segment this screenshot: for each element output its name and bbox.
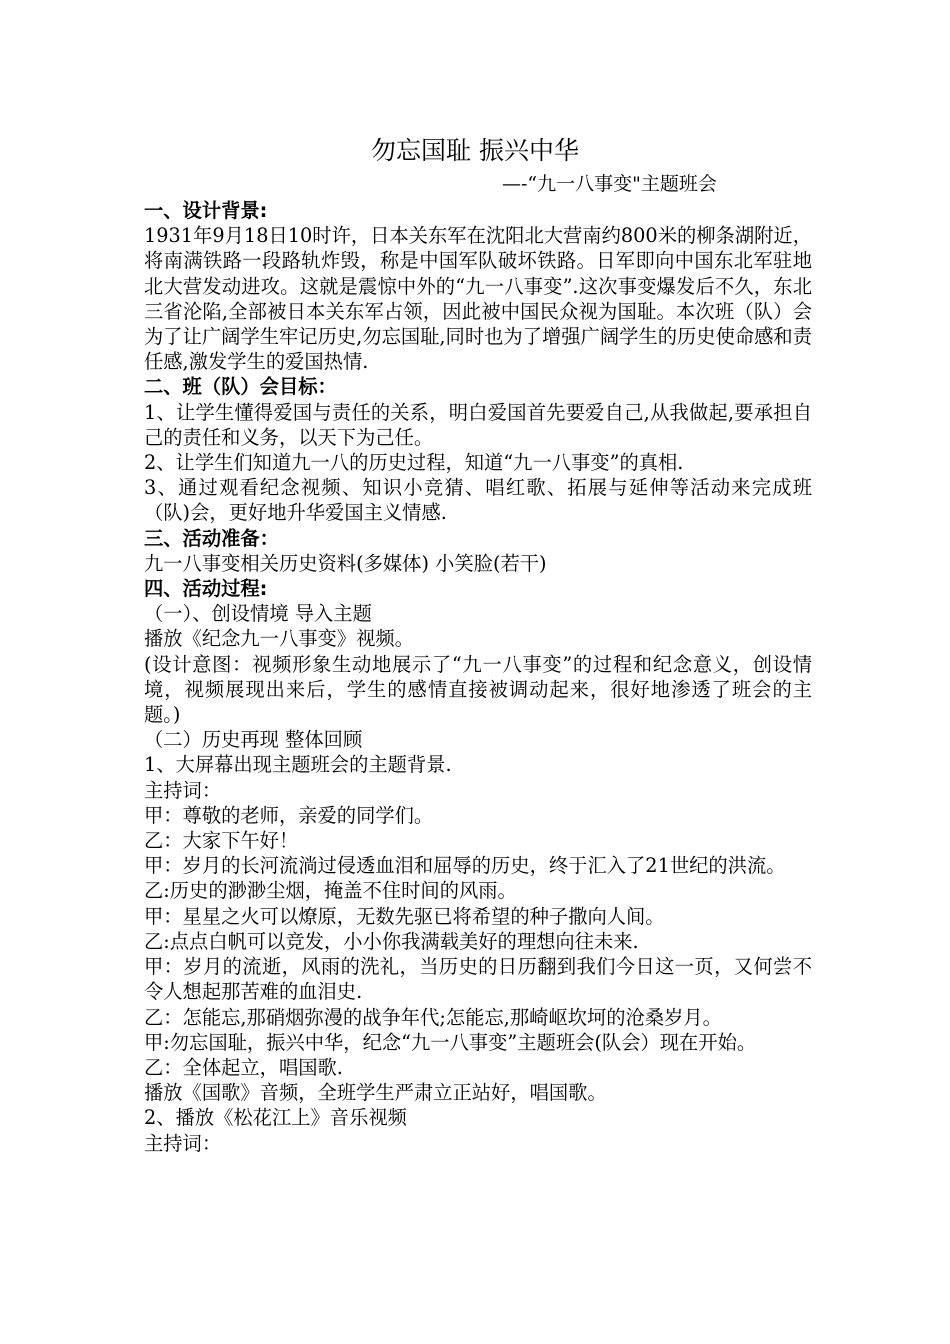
section-heading: 三、活动准备： (144, 526, 279, 550)
paragraph: 甲:勿忘国耻，振兴中华，纪念“九一八事变”主题班会(队会）现在开始。 (144, 1030, 757, 1054)
paragraph: 1931年9月18日10时许，日本关东军在沈阳北大营南约800米的柳条湖附近，将南满铁路一段路轨炸毁，称是中国军队破坏铁路。日军即向中国东北军驻地北大营发动进攻。这就是震惊中外的“九一八事变”.这次事变爆发后不久，东北三省沦陷,全部被日本关东军占领，因此被中国民众视为国耻。本次班（队）会为了让广阔学生牢记历史,勿忘国耻,同时也为了增强广阔学生的历史使命感和责任感,激发学生的爱国热情. (144, 224, 812, 374)
section-heading: 一、设计背景: (144, 199, 268, 222)
paragraph: 播放《纪念九一八事变》视频。 (144, 627, 414, 651)
paragraph: 3、通过观看纪念视频、知识小竞猜、唱红歌、拓展与延伸等活动来完成班（队)会，更好地升华爱国主义情感. (144, 476, 812, 525)
paragraph: 播放《国歌》音频，全班学生严肃立正站好，唱国歌。 (144, 1081, 607, 1105)
paragraph: 乙:历史的渺渺尘烟，掩盖不住时间的风雨。 (144, 879, 517, 903)
paragraph: 九一八事变相关历史资料(多媒体) 小笑脸(若干) (144, 551, 547, 575)
paragraph: 乙：怎能忘,那硝烟弥漫的战争年代;怎能忘,那崎岖坎坷的沧桑岁月。 (144, 1005, 722, 1029)
document-title: 勿忘国耻 振兴中华 (371, 136, 579, 165)
paragraph: （二）历史再现 整体回顾 (144, 728, 363, 752)
paragraph: 甲：岁月的长河流淌过侵透血泪和屈辱的历史，终于汇入了21世纪的洪流。 (144, 854, 786, 878)
paragraph: 2、让学生们知道九一八的历史过程，知道“九一八事变”的真相. (144, 451, 684, 475)
paragraph: 1、大屏幕出现主题班会的主题背景. (144, 753, 452, 777)
paragraph: 乙：全体起立，唱国歌. (144, 1055, 343, 1079)
paragraph: (设计意图：视频形象生动地展示了“九一八事变”的过程和纪念意义，创设情境，视频展现出来后，学生的感情直接被调动起来，很好地渗透了班会的主题。) (144, 652, 812, 727)
paragraph: 主持词： (144, 1131, 222, 1155)
section-heading: 二、班（队）会目标： (144, 375, 337, 399)
section-heading: 四、活动过程: (144, 577, 268, 601)
paragraph: 甲：星星之火可以燎原，无数先驱已将希望的种子撒向人间。 (144, 904, 665, 928)
document-subtitle: —-“九一八事变"主题班会 (502, 173, 717, 195)
paragraph: 甲：尊敬的老师，亲爱的同学们。 (144, 803, 434, 827)
paragraph: 乙：大家下午好！ (144, 829, 299, 853)
document-body (144, 198, 812, 1156)
paragraph: 乙:点点白帆可以竞发，小小你我满载美好的理想向往未来. (144, 929, 639, 953)
paragraph: 主持词： (144, 778, 222, 802)
paragraph: 甲：岁月的流逝，风雨的洗礼，当历史的日历翻到我们今日这一页，又何尝不令人想起那苦难的血泪史. (144, 955, 812, 1004)
paragraph: 2、播放《松花江上》音乐视频 (144, 1106, 407, 1130)
paragraph: 1、让学生懂得爱国与责任的关系，明白爱国首先要爱自己,从我做起,要承担自己的责任和义务，以天下为己任。 (144, 400, 812, 449)
paragraph: （一）、创设情境 导入主题 (144, 602, 372, 626)
